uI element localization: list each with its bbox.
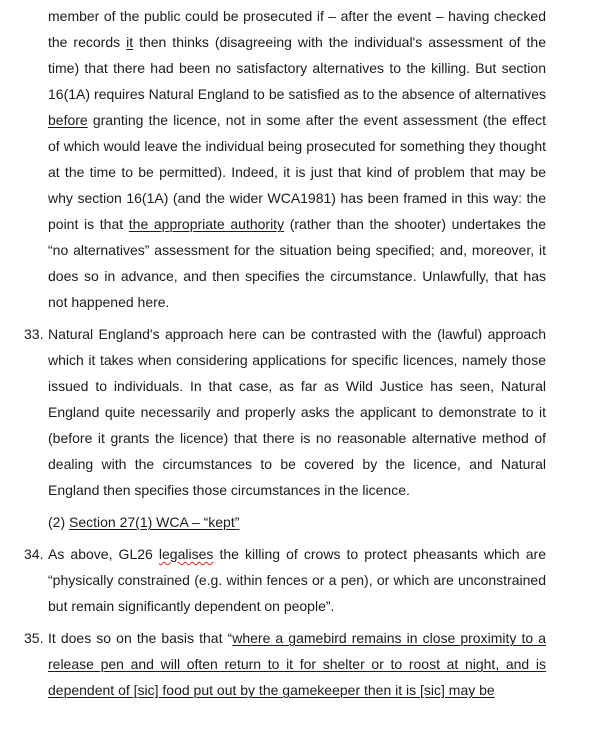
- paragraph-number: 34.: [24, 546, 44, 562]
- section-heading: [48, 509, 546, 535]
- text-segment: granting the licence, not in some after the event assessment (the effect of which would leave the individual being prosecuted for something they thought at the time to be permitted). Indeed, it is just that kind of problem that may be why section 16(1A) (and the wider WCA1981) has been framed in this way: the point is that: [48, 112, 546, 232]
- text-segment: member of the public could be prosecuted if – after the event – having checked the records: [48, 8, 546, 50]
- underlined-text: the appropriate authority: [128, 216, 285, 232]
- text-segment: It does so on the basis that “: [48, 630, 233, 646]
- text-segment: the killing of crows to protect pheasants which are “physically constrained (e.g. within fences or a pen), or which are unconstrained but remain significantly dependent on people”.: [48, 546, 546, 614]
- document-body: [24, 3, 547, 703]
- text-segment: Natural England's approach here can be contrasted with the (lawful) approach which it takes when considering applications for specific licences, namely those issued to individuals. In that case, as far as Wild Justice has seen, Natural England quite necessarily and properly asks the applicant to demonstrate to it (before it grants the licence) that there is no reasonable alternative method of dealing with the circumstances to be covered by the licence, and Natural England then specifies those circumstances in the licence.: [48, 326, 546, 498]
- paragraph-number: 33.: [24, 326, 44, 342]
- underlined-text: Section 27(1) WCA – “kept”: [69, 514, 240, 530]
- text-segment: (rather than the shooter) undertakes the “no alternatives” assessment for the situation being specified; and, moreover, it does so in advance, and then specifies the circumstance. Unlawfully, that has not happened here.: [48, 216, 547, 310]
- text-segment: then thinks (disagreeing with the individual's assessment of the time) that there had been no satisfactory alternatives to the killing. But section 16(1A) requires Natural England to be satisfied as to the absence of alternatives: [48, 34, 546, 102]
- paragraph-number: 35.: [24, 630, 44, 646]
- underlined-text: it: [126, 34, 134, 50]
- numbered-paragraph: [24, 321, 546, 503]
- text-segment: As above, GL26: [48, 546, 159, 562]
- misspelled-word: legalises: [158, 546, 214, 562]
- numbered-paragraph: [24, 541, 546, 619]
- numbered-paragraph: [24, 625, 546, 703]
- continuation-paragraph: [48, 3, 546, 315]
- text-segment: (2): [48, 514, 69, 530]
- underlined-text: before: [48, 112, 88, 128]
- underlined-text: where a gamebird remains in close proximity to a release pen and will often return to it for shelter or to roost at night, and is dependent of [sic] food put out by the gamekeeper then it is [sic] may be: [48, 630, 546, 698]
